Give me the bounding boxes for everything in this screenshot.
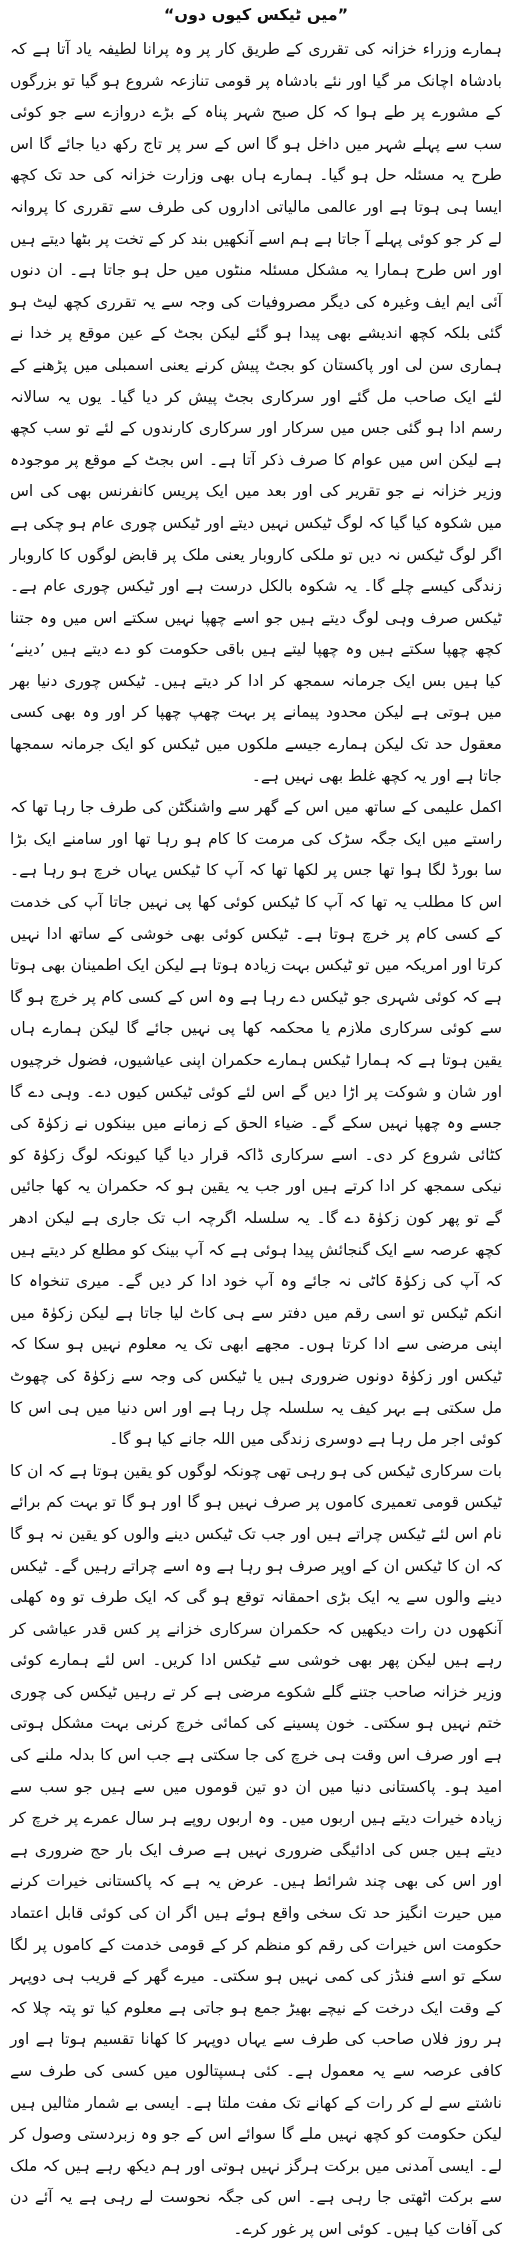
article-paragraph-1: ہمارے وزراء خزانہ کی تقرری کے طریق کار پر وہ پرانا لطیفہ یاد آتا ہے کہ بادشاہ اچانک مر گیا اور نئے بادشاہ پر قومی تنازعہ شروع ہو گیا تو بزرگوں کے مشورے پر طے ہوا کہ کل صبح شہر پناہ کے بڑے دروازے سے جو کوئی سب سے پہلے شہر میں داخل ہو گا اس کے سر پر تاج رکھ دیا جائے گا اس طرح یہ مسئلہ حل ہو گیا۔ ہمارے ہاں بھی وزارت خزانہ کی حد تک کچھ ایسا ہی ہوتا ہے اور عالمی مالیاتی اداروں کی طرف سے تقرری کا پروانہ لے کر جو کوئی پہلے آ جاتا ہے ہم اسے آنکھیں بند کر کے تخت پر بٹھا دیتے ہیں اور اس طرح ہمارا یہ مشکل مسئلہ منٹوں میں حل ہو جاتا ہے۔ ان دنوں آئی ایم ایف وغیرہ کی دیگر مصروفیات کی وجہ سے یہ تقرری کچھ لیٹ ہو گئی بلکہ کچھ اندیشے بھی پیدا ہو گئے لیکن بجٹ کے عین موقع پر خدا نے ہماری سن لی اور پاکستان کو بجٹ پیش کرنے یعنی اسمبلی میں پڑھنے کے لئے ایک صاحب مل گئے اور سرکاری بجٹ پیش کر دیا گیا۔ یوں یہ سالانہ رسم ادا ہو گئی جس میں سرکار اور سرکاری کارندوں کے لئے تو سب کچھ ہے لیکن اس میں عوام کا صرف ذکر آتا ہے۔ اس بجٹ کے موقع پر موجودہ وزیر خزانہ نے جو تقریر کی اور بعد میں ایک پریس کانفرنس بھی کی اس میں شکوہ کیا گیا کہ لوگ ٹیکس نہیں دیتے اور ٹیکس چوری عام ہو چکی ہے اگر لوگ ٹیکس نہ دیں تو ملکی کاروبار یعنی ملک پر قابض لوگوں کا کاروبار زندگی کیسے چلے گا۔ یہ شکوہ بالکل درست ہے اور ٹیکس چوری عام ہے۔ ٹیکس صرف وہی لوگ دیتے ہیں جو اسے چھپا نہیں سکتے اس میں وہ جتنا کچھ چھپا سکتے ہیں وہ چھپا لیتے ہیں باقی حکومت کو دے دیتے ہیں ’دینے‘ کیا ہیں بس ایک جرمانہ سمجھ کر ادا کر دیتے ہیں۔ ٹیکس چوری دنیا بھر میں ہوتی ہے لیکن محدود پیمانے پر بہت چھپ چھپا کر اور وہ بھی کسی معقول حد تک لیکن ہمارے جیسے ملکوں میں ٹیکس کو ایک جرمانہ سمجھا جاتا ہے اور یہ کچھ غلط بھی نہیں ہے۔	[10, 40, 502, 785]
article-paragraph-3: بات سرکاری ٹیکس کی ہو رہی تھی چونکہ لوگوں کو یقین ہوتا ہے کہ ان کا ٹیکس قومی تعمیری کاموں پر صرف نہیں ہو گا اور ہو گا تو بہت کم برائے نام اس لئے ٹیکس چراتے ہیں اور جب تک ٹیکس دینے والوں کو یقین نہ ہو گا کہ ان کا ٹیکس ان کے اوپر صرف ہو رہا ہے وہ اسے چراتے رہیں گے۔ ٹیکس دینے والوں سے یہ ایک بڑی احمقانہ توقع ہو گی کہ ایک طرف تو وہ کھلی آنکھوں دن رات دیکھیں کہ حکمران سرکاری خزانے پر کس قدر عیاشی کر رہے ہیں لیکن پھر بھی خوشی سے ٹیکس ادا کریں۔ اس لئے ہمارے کوئی وزیر خزانہ صاحب جتنے گلے شکوے مرضی ہے کر تے رہیں ٹیکس کی چوری ختم نہیں ہو سکتی۔ خون پسینے کی کمائی خرچ کرنی بہت مشکل ہوتی ہے اور صرف اس وقت ہی خرچ کی جا سکتی ہے جب اس کا بدلہ ملنے کی امید ہو۔ پاکستانی دنیا میں ان دو تین قوموں میں سے ہیں جو سب سے زیادہ خیرات دیتے ہیں اربوں میں۔ وہ اربوں روپے ہر سال عمرے پر خرچ کر دیتے ہیں جس کی ادائیگی ضروری نہیں ہے صرف ایک بار حج ضروری ہے اور اس کی بھی چند شرائط ہیں۔ عرض یہ ہے کہ پاکستانی خیرات کرنے میں حیرت انگیز حد تک سخی واقع ہوئے ہیں اگر ان کی کوئی قابل اعتماد حکومت اس خیرات کی رقم کو منظم کر کے قومی خدمت کے کاموں پر لگا سکے تو اسے فنڈز کی کمی نہیں ہو سکتی۔ میرے گھر کے قریب ہی دوپہر کے وقت ایک درخت کے نیچے بھیڑ جمع ہو جاتی ہے معلوم کیا تو پتہ چلا کہ ہر روز فلاں صاحب کی طرف سے یہاں دوپہر کا کھانا تقسیم ہوتا ہے اور کافی عرصہ سے یہ معمول ہے۔ کئی ہسپتالوں میں کسی کی طرف سے ناشتے سے لے کر رات کے کھانے تک مفت ملتا ہے۔ ایسی بے شمار مثالیں ہیں لیکن حکومت کو کچھ نہیں ملے گا سوائے اس کے جو وہ زبردستی وصول کر لے۔ ایسی آمدنی میں برکت ہرگز نہیں ہوتی اور ہم دیکھ رہے ہیں کہ ملک سے برکت اٹھتی جا رہی ہے۔ اس کی جگہ نحوست لے رہی ہے یہ آئے دن کی آفات کیا ہیں۔ کوئی اس پر غور کرے۔	[10, 1461, 502, 2238]
article-paragraph-2: اکمل علیمی کے ساتھ میں اس کے گھر سے واشنگٹن کی طرف جا رہا تھا کہ راستے میں ایک جگہ سڑک کی مرمت کا کام ہو رہا تھا اور سامنے ایک بڑا سا بورڈ لگا ہوا تھا جس پر لکھا تھا کہ آپ کا ٹیکس یہاں خرچ ہو رہا ہے۔ اس کا مطلب یہ تھا کہ آپ کا ٹیکس کوئی کھا پی نہیں جاتا آپ کی خدمت کے کسی کام پر خرچ ہوتا ہے۔ ٹیکس کوئی بھی خوشی کے ساتھ ادا نہیں کرتا اور امریکہ میں تو ٹیکس بہت زیادہ ہوتا ہے لیکن ایک اطمینان بھی ہوتا ہے کہ کوئی شہری جو ٹیکس دے رہا ہے وہ اس کے کسی کام پر خرچ ہو گا سے کوئی سرکاری ملازم یا محکمہ کھا پی نہیں جائے گا لیکن ہمارے ہاں یقین ہوتا ہے کہ ہمارا ٹیکس ہمارے حکمران اپنی عیاشیوں، فضول خرچیوں اور شان و شوکت پر اڑا دیں گے اس لئے کوئی ٹیکس کیوں دے۔ وہی دے گا جسے وہ چھپا نہیں سکے گے۔ ضیاء الحق کے زمانے میں بینکوں نے زکوٰۃ کی کٹائی شروع کر دی۔ اسے سرکاری ڈاکہ قرار دیا گیا کیونکہ لوگ زکوٰۃ کو نیکی سمجھ کر ادا کرتے ہیں اور جب یہ یقین ہو کہ حکمران یہ کھا جائیں گے تو پھر کون زکوٰۃ دے گا۔ یہ سلسلہ اگرچہ اب تک جاری ہے لیکن ادھر کچھ عرصہ سے ایک گنجائش پیدا ہوئی ہے کہ آپ بینک کو مطلع کر دیتے ہیں کہ آپ کی زکوٰۃ کاٹی نہ جائے وہ آپ خود ادا کر دیں گے۔ میری تنخواہ کا انکم ٹیکس تو اسی رقم میں دفتر سے ہی کاٹ لیا جاتا ہے لیکن زکوٰۃ میں اپنی مرضی سے ادا کرتا ہوں۔ مجھے ابھی تک یہ معلوم نہیں ہو سکا کہ ٹیکس اور زکوٰۃ دونوں ضروری ہیں یا ٹیکس کی وجہ سے زکوٰۃ کی چھوٹ مل سکتی ہے بہر کیف یہ سلسلہ چل رہا ہے اور اس دنیا میں ہی اس کا کوئی اجر مل رہا ہے دوسری زندگی میں اللہ جانے کیا ہو گا۔	[10, 798, 502, 1449]
article-title: ”میں ٹیکس کیوں دوں“	[163, 5, 349, 24]
